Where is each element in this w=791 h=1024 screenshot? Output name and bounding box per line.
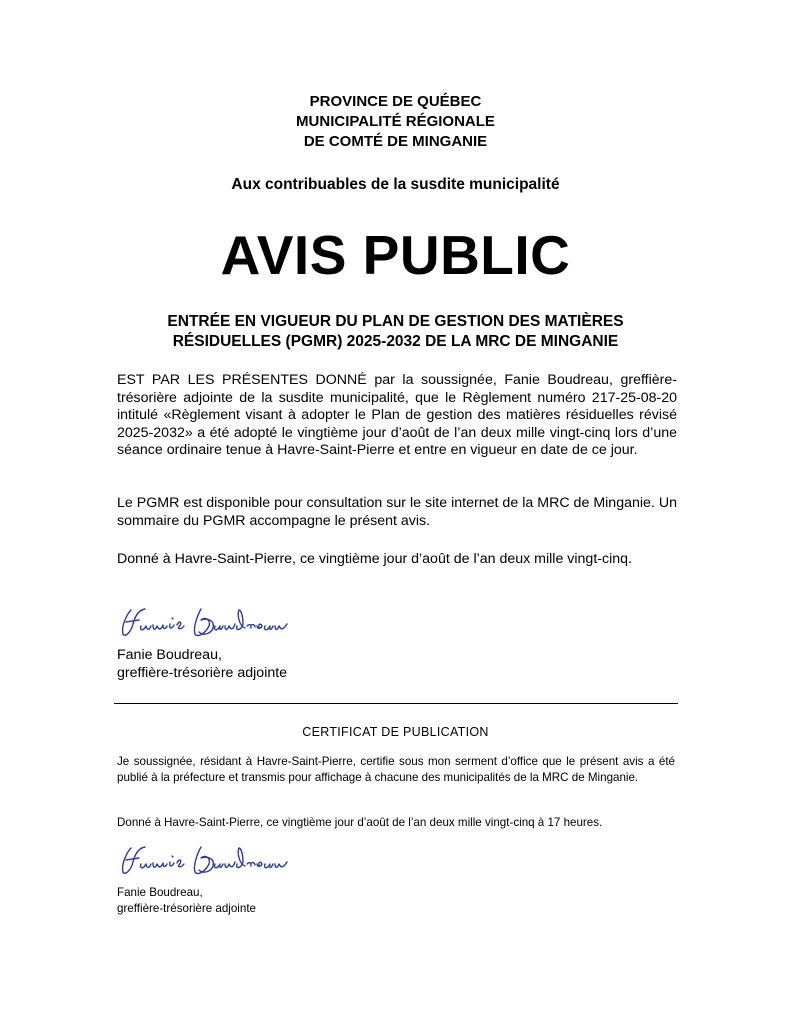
certificate-signer-role: greffière-trésorière adjointe [117, 901, 256, 915]
certificate-signer-name: Fanie Boudreau, [117, 886, 203, 899]
notice-title: AVIS PUBLIC [220, 224, 571, 286]
header-municipality: MUNICIPALITÉ RÉGIONALE [296, 113, 495, 130]
body-paragraph-3: Donné à Havre-Saint-Pierre, ce vingtième jour d’août de l’an deux mille vingt-cinq. [117, 551, 632, 567]
certificate-signer-block [117, 885, 256, 916]
addressee-line: Aux contribuables de la susdite municipalité [231, 176, 560, 193]
certificate-paragraph-1: Je soussignée, résidant à Havre-Saint-Pierre, certifie sous mon serment d’office que le présent avis a été publié à la préfecture et transmis pour affichage à chacune des municipalités de la MRC de Minganie. [117, 755, 675, 784]
subject-line-2: RÉSIDUELLES (PGMR) 2025-2032 DE LA MRC DE MINGANIE [172, 333, 619, 350]
signer-block [117, 646, 287, 682]
notice-subject [110, 312, 681, 352]
subject-line-1: ENTRÉE EN VIGUEUR DU PLAN DE GESTION DES MATIÈRES [167, 313, 624, 330]
document-header [0, 92, 791, 152]
body-paragraph-1: EST PAR LES PRÉSENTES DONNÉ par la soussignée, Fanie Boudreau, greffière-trésorière adjointe de la susdite municipalité, que le Règlement numéro 217-25-08-20 intitulé «Règlement visant à adopter le Plan de gestion des matières résiduelles révisé 2025-2032» a été adopté le vingtième jour d’août de l’an deux mille vingt-cinq lors d’une séance ordinaire tenue à Havre-Saint-Pierre et entre en vigueur en date de ce jour. [117, 372, 677, 459]
header-county: DE COMTÉ DE MINGANIE [303, 133, 488, 150]
section-divider [114, 703, 678, 704]
certificate-handwritten-signature [117, 842, 307, 878]
signer-role: greffière-trésorière adjointe [117, 665, 288, 681]
certificate-title: CERTIFICAT DE PUBLICATION [302, 725, 489, 739]
signer-name: Fanie Boudreau, [117, 647, 222, 663]
certificate-paragraph-2: Donné à Havre-Saint-Pierre, ce vingtième jour d’août de l’an deux mille vingt-cinq à 17 heures. [117, 816, 603, 829]
handwritten-signature [117, 604, 307, 640]
body-paragraph-2: Le PGMR est disponible pour consultation sur le site internet de la MRC de Minganie. Un sommaire du PGMR accompagne le présent avis. [117, 495, 677, 529]
header-province: PROVINCE DE QUÉBEC [309, 93, 482, 110]
